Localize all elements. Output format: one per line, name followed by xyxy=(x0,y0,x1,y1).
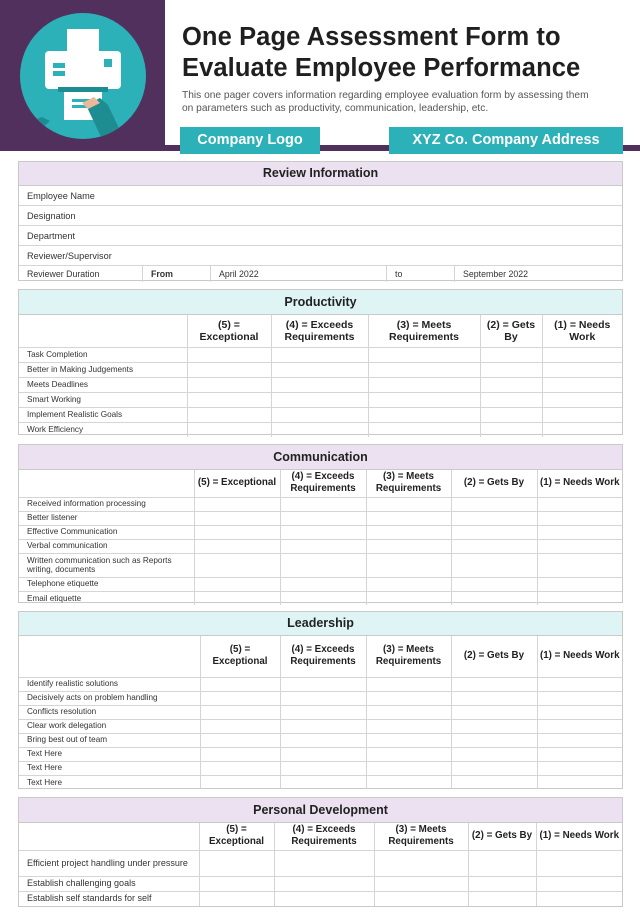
leadership-col-4: (4) = Exceeds Requirements xyxy=(280,636,366,677)
rating-cell[interactable] xyxy=(280,747,366,761)
review-section-title: Review Information xyxy=(19,162,622,186)
rating-cell[interactable] xyxy=(194,539,280,553)
company-address-label: XYZ Co. Company Address xyxy=(389,127,623,154)
rating-cell[interactable] xyxy=(374,891,468,906)
rating-cell[interactable] xyxy=(200,733,280,747)
title-line-1: One Page Assessment Form to xyxy=(182,23,561,51)
duration-from-value[interactable]: April 2022 xyxy=(211,266,387,282)
rating-cell[interactable] xyxy=(366,677,451,691)
table-row xyxy=(19,850,622,876)
rating-cell[interactable] xyxy=(451,497,537,511)
table-row xyxy=(19,407,622,422)
personal-col-5: (5) = Exceptional xyxy=(199,823,274,850)
productivity-title: Productivity xyxy=(19,290,622,315)
communication-title: Communication xyxy=(19,445,622,470)
productivity-col-5: (5) = Exceptional xyxy=(187,315,271,347)
rating-cell[interactable] xyxy=(451,677,537,691)
subtitle-line-2: on parameters such as productivity, communication, leadership, etc. xyxy=(182,102,489,114)
table-row xyxy=(19,891,622,906)
criteria-label: Effective Communication xyxy=(19,525,194,539)
rating-cell[interactable] xyxy=(468,850,536,876)
table-row xyxy=(19,577,622,591)
rating-cell[interactable] xyxy=(451,525,537,539)
rating-cell[interactable] xyxy=(368,362,480,377)
rating-cell[interactable] xyxy=(199,876,274,891)
personal-criteria-header xyxy=(19,823,199,850)
productivity-col-1: (1) = Needs Work xyxy=(542,315,622,347)
rating-cell[interactable] xyxy=(187,377,271,392)
table-row xyxy=(19,733,622,747)
rating-cell[interactable] xyxy=(536,891,622,906)
personal-col-4: (4) = Exceeds Requirements xyxy=(274,823,374,850)
communication-col-2: (2) = Gets By xyxy=(451,470,537,497)
rating-cell[interactable] xyxy=(194,497,280,511)
page-title xyxy=(182,22,622,84)
rating-cell[interactable] xyxy=(271,407,368,422)
duration-to-label: to xyxy=(387,266,455,282)
leadership-col-2: (2) = Gets By xyxy=(451,636,537,677)
company-logo-label: Company Logo xyxy=(180,127,320,154)
rating-cell[interactable] xyxy=(451,591,537,605)
rating-cell[interactable] xyxy=(274,891,374,906)
rating-cell[interactable] xyxy=(537,705,622,719)
rating-cell[interactable] xyxy=(451,775,537,789)
rating-cell[interactable] xyxy=(200,677,280,691)
rating-cell[interactable] xyxy=(480,347,542,362)
table-row xyxy=(19,362,622,377)
criteria-label: Text Here xyxy=(19,775,200,789)
personal-col-3: (3) = Meets Requirements xyxy=(374,823,468,850)
review-row-employee-name[interactable]: Employee Name xyxy=(19,186,622,206)
rating-cell[interactable] xyxy=(194,577,280,591)
criteria-label: Establish self standards for self xyxy=(19,891,199,906)
rating-cell[interactable] xyxy=(200,691,280,705)
rating-cell[interactable] xyxy=(280,497,366,511)
rating-cell[interactable] xyxy=(368,422,480,437)
table-row xyxy=(19,422,622,437)
page-subtitle xyxy=(182,90,622,115)
rating-cell[interactable] xyxy=(199,850,274,876)
productivity-col-2: (2) = Gets By xyxy=(480,315,542,347)
criteria-label: Text Here xyxy=(19,761,200,775)
rating-cell[interactable] xyxy=(280,733,366,747)
rating-cell[interactable] xyxy=(480,377,542,392)
rating-cell[interactable] xyxy=(451,577,537,591)
communication-col-4: (4) = Exceeds Requirements xyxy=(280,470,366,497)
table-row xyxy=(19,539,622,553)
criteria-label: Verbal communication xyxy=(19,539,194,553)
communication-criteria-header xyxy=(19,470,194,497)
table-row xyxy=(19,525,622,539)
personal-development-title: Personal Development xyxy=(19,798,622,823)
subtitle-line-1: This one pager covers information regarding employee evaluation form by assessing them xyxy=(182,90,589,101)
rating-cell[interactable] xyxy=(187,362,271,377)
rating-cell[interactable] xyxy=(366,511,451,525)
review-information-section xyxy=(18,161,623,281)
rating-cell[interactable] xyxy=(271,392,368,407)
table-row xyxy=(19,497,622,511)
rating-cell[interactable] xyxy=(271,377,368,392)
rating-cell[interactable] xyxy=(451,691,537,705)
personal-col-1: (1) = Needs Work xyxy=(536,823,622,850)
rating-cell[interactable] xyxy=(194,511,280,525)
personal-development-section xyxy=(18,797,623,907)
rating-cell[interactable] xyxy=(200,719,280,733)
table-row xyxy=(19,377,622,392)
rating-cell[interactable] xyxy=(451,511,537,525)
rating-cell[interactable] xyxy=(200,747,280,761)
criteria-label: Decisively acts on problem handling xyxy=(19,691,200,705)
communication-table xyxy=(19,470,622,605)
rating-cell[interactable] xyxy=(374,876,468,891)
rating-cell[interactable] xyxy=(271,362,368,377)
printer-icon xyxy=(20,13,146,139)
rating-cell[interactable] xyxy=(542,377,622,392)
rating-cell[interactable] xyxy=(451,705,537,719)
rating-cell[interactable] xyxy=(537,761,622,775)
rating-cell[interactable] xyxy=(194,553,280,577)
criteria-label: Better in Making Judgements xyxy=(19,362,187,377)
criteria-label: Better listener xyxy=(19,511,194,525)
criteria-label: Efficient project handling under pressure xyxy=(19,850,199,876)
table-row xyxy=(19,347,622,362)
criteria-label: Email etiquette xyxy=(19,591,194,605)
rating-cell[interactable] xyxy=(366,775,451,789)
rating-cell[interactable] xyxy=(274,876,374,891)
criteria-label: Text Here xyxy=(19,747,200,761)
leadership-col-3: (3) = Meets Requirements xyxy=(366,636,451,677)
review-duration-row xyxy=(19,266,622,282)
review-row-designation[interactable]: Designation xyxy=(19,206,622,226)
criteria-label: Identify realistic solutions xyxy=(19,677,200,691)
rating-cell[interactable] xyxy=(194,591,280,605)
rating-cell[interactable] xyxy=(374,850,468,876)
rating-cell[interactable] xyxy=(537,553,622,577)
duration-label: Reviewer Duration xyxy=(19,266,143,282)
rating-cell[interactable] xyxy=(542,347,622,362)
criteria-label: Work Efficiency xyxy=(19,422,187,437)
leadership-col-1: (1) = Needs Work xyxy=(537,636,622,677)
criteria-label: Meets Deadlines xyxy=(19,377,187,392)
rating-cell[interactable] xyxy=(537,525,622,539)
criteria-label: Smart Working xyxy=(19,392,187,407)
rating-cell[interactable] xyxy=(536,876,622,891)
table-row xyxy=(19,761,622,775)
rating-cell[interactable] xyxy=(194,525,280,539)
criteria-label: Telephone etiquette xyxy=(19,577,194,591)
rating-cell[interactable] xyxy=(542,422,622,437)
rating-cell[interactable] xyxy=(366,691,451,705)
rating-cell[interactable] xyxy=(280,511,366,525)
criteria-label: Establish challenging goals xyxy=(19,876,199,891)
productivity-col-3: (3) = Meets Requirements xyxy=(368,315,480,347)
rating-cell[interactable] xyxy=(200,775,280,789)
rating-cell[interactable] xyxy=(542,392,622,407)
rating-cell[interactable] xyxy=(200,705,280,719)
productivity-col-4: (4) = Exceeds Requirements xyxy=(271,315,368,347)
table-row xyxy=(19,747,622,761)
leadership-section xyxy=(18,611,623,789)
rating-cell[interactable] xyxy=(366,525,451,539)
leadership-title: Leadership xyxy=(19,612,622,636)
rating-cell[interactable] xyxy=(480,362,542,377)
rating-cell[interactable] xyxy=(280,539,366,553)
rating-cell[interactable] xyxy=(280,577,366,591)
rating-cell[interactable] xyxy=(537,691,622,705)
rating-cell[interactable] xyxy=(451,733,537,747)
rating-cell[interactable] xyxy=(366,539,451,553)
rating-cell[interactable] xyxy=(451,747,537,761)
productivity-criteria-header xyxy=(19,315,187,347)
rating-cell[interactable] xyxy=(366,591,451,605)
rating-cell[interactable] xyxy=(366,705,451,719)
rating-cell[interactable] xyxy=(366,733,451,747)
rating-cell[interactable] xyxy=(280,761,366,775)
table-row xyxy=(19,591,622,605)
rating-cell[interactable] xyxy=(368,347,480,362)
rating-cell[interactable] xyxy=(537,497,622,511)
rating-cell[interactable] xyxy=(187,392,271,407)
title-line-2: Evaluate Employee Performance xyxy=(182,54,581,82)
rating-cell[interactable] xyxy=(271,422,368,437)
table-row xyxy=(19,691,622,705)
rating-cell[interactable] xyxy=(537,747,622,761)
rating-cell[interactable] xyxy=(280,719,366,733)
rating-cell[interactable] xyxy=(366,719,451,733)
leadership-table xyxy=(19,636,622,789)
criteria-label: Written communication such as Reports writing, documents xyxy=(19,553,194,577)
personal-development-table xyxy=(19,823,622,906)
communication-col-5: (5) = Exceptional xyxy=(194,470,280,497)
table-row xyxy=(19,392,622,407)
rating-cell[interactable] xyxy=(280,677,366,691)
review-row-department[interactable]: Department xyxy=(19,226,622,246)
rating-cell[interactable] xyxy=(468,876,536,891)
personal-col-2: (2) = Gets By xyxy=(468,823,536,850)
criteria-label: Conflicts resolution xyxy=(19,705,200,719)
rating-cell[interactable] xyxy=(542,362,622,377)
rating-cell[interactable] xyxy=(368,377,480,392)
table-row xyxy=(19,511,622,525)
rating-cell[interactable] xyxy=(536,850,622,876)
rating-cell[interactable] xyxy=(271,347,368,362)
rating-cell[interactable] xyxy=(366,553,451,577)
rating-cell[interactable] xyxy=(200,761,280,775)
rating-cell[interactable] xyxy=(542,407,622,422)
rating-cell[interactable] xyxy=(537,775,622,789)
rating-cell[interactable] xyxy=(537,577,622,591)
rating-cell[interactable] xyxy=(187,407,271,422)
communication-col-1: (1) = Needs Work xyxy=(537,470,622,497)
rating-cell[interactable] xyxy=(451,761,537,775)
rating-cell[interactable] xyxy=(537,719,622,733)
rating-cell[interactable] xyxy=(280,591,366,605)
rating-cell[interactable] xyxy=(451,539,537,553)
table-row xyxy=(19,719,622,733)
rating-cell[interactable] xyxy=(366,497,451,511)
rating-cell[interactable] xyxy=(187,422,271,437)
criteria-label: Task Completion xyxy=(19,347,187,362)
rating-cell[interactable] xyxy=(537,511,622,525)
criteria-label: Received information processing xyxy=(19,497,194,511)
leadership-criteria-header xyxy=(19,636,200,677)
rating-cell[interactable] xyxy=(274,850,374,876)
rating-cell[interactable] xyxy=(280,691,366,705)
criteria-label: Clear work delegation xyxy=(19,719,200,733)
rating-cell[interactable] xyxy=(366,747,451,761)
rating-cell[interactable] xyxy=(366,761,451,775)
table-row xyxy=(19,705,622,719)
rating-cell[interactable] xyxy=(537,539,622,553)
rating-cell[interactable] xyxy=(366,577,451,591)
review-row-reviewer[interactable]: Reviewer/Supervisor xyxy=(19,246,622,266)
rating-cell[interactable] xyxy=(480,422,542,437)
table-row xyxy=(19,876,622,891)
productivity-section xyxy=(18,289,623,435)
table-row xyxy=(19,677,622,691)
rating-cell[interactable] xyxy=(537,677,622,691)
duration-from-label: From xyxy=(143,266,211,282)
rating-cell[interactable] xyxy=(468,891,536,906)
rating-cell[interactable] xyxy=(537,733,622,747)
leadership-col-5: (5) = Exceptional xyxy=(200,636,280,677)
table-row xyxy=(19,775,622,789)
rating-cell[interactable] xyxy=(187,347,271,362)
rating-cell[interactable] xyxy=(451,719,537,733)
rating-cell[interactable] xyxy=(280,775,366,789)
criteria-label: Bring best out of team xyxy=(19,733,200,747)
rating-cell[interactable] xyxy=(537,591,622,605)
rating-cell[interactable] xyxy=(480,407,542,422)
criteria-label: Implement Realistic Goals xyxy=(19,407,187,422)
rating-cell[interactable] xyxy=(280,553,366,577)
communication-section xyxy=(18,444,623,603)
rating-cell[interactable] xyxy=(368,392,480,407)
duration-to-value[interactable]: September 2022 xyxy=(463,269,529,279)
productivity-table xyxy=(19,315,622,437)
rating-cell[interactable] xyxy=(480,392,542,407)
communication-col-3: (3) = Meets Requirements xyxy=(366,470,451,497)
rating-cell[interactable] xyxy=(368,407,480,422)
table-row xyxy=(19,553,622,577)
rating-cell[interactable] xyxy=(280,525,366,539)
rating-cell[interactable] xyxy=(280,705,366,719)
rating-cell[interactable] xyxy=(199,891,274,906)
rating-cell[interactable] xyxy=(451,553,537,577)
